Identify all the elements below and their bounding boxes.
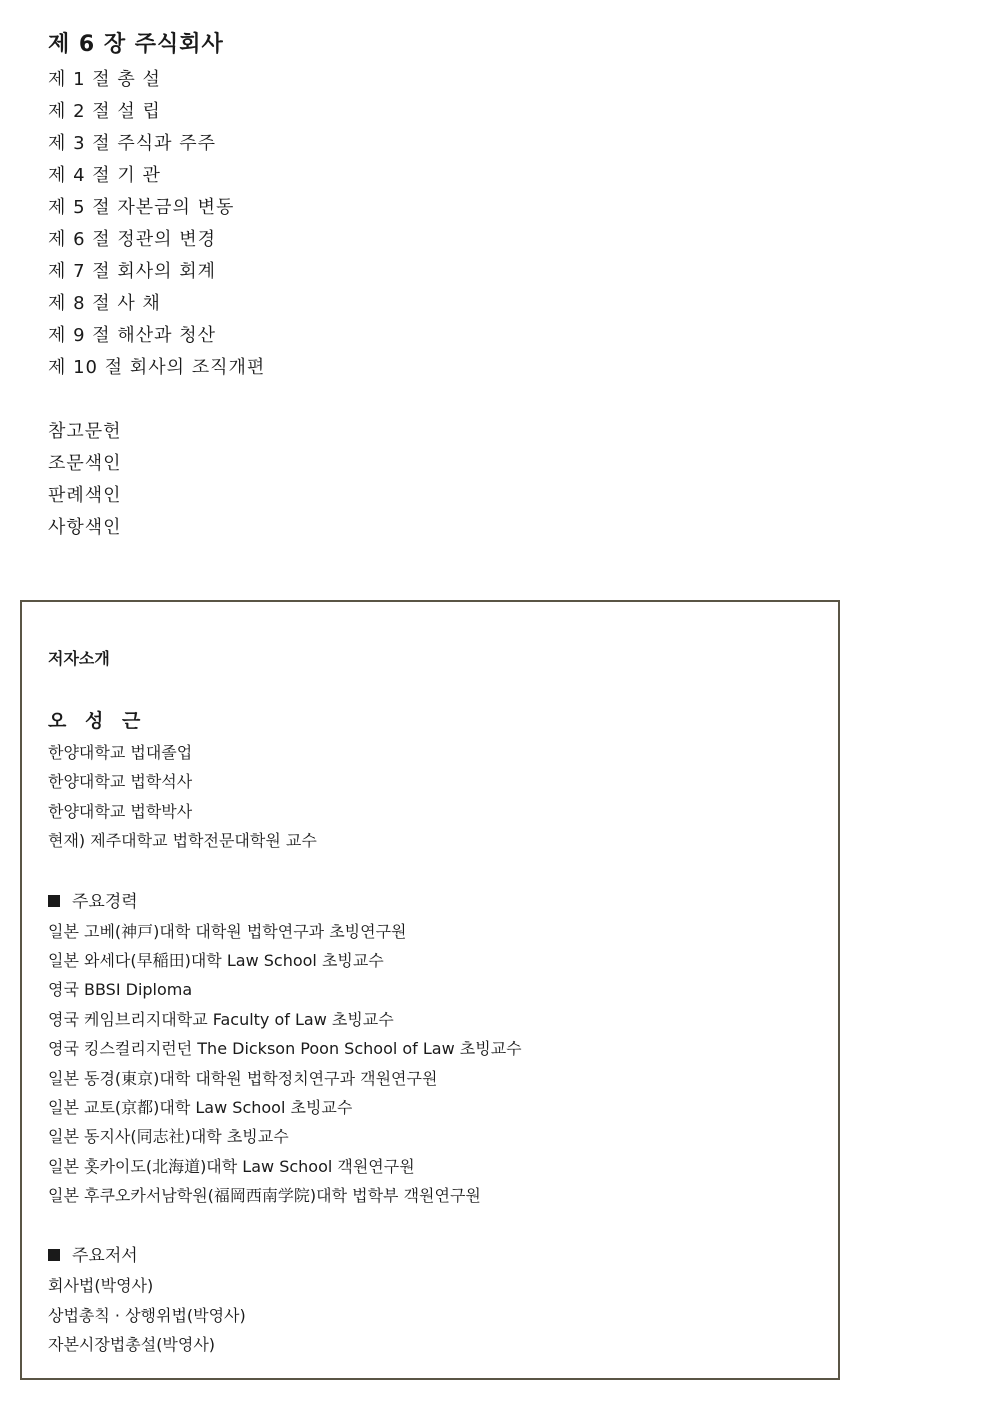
- section-item-10: 제 10 절 회사의 조직개편: [48, 357, 266, 378]
- works-heading: [48, 1241, 808, 1271]
- section-item-2: 제 2 절 설 립: [48, 101, 161, 122]
- career-item: 일본 동경(東京)대학 대학원 법학정치연구과 객원연구원: [48, 1068, 438, 1088]
- career-item: 일본 동지사(同志社)대학 초빙교수: [48, 1127, 289, 1147]
- author-bio-content: [48, 646, 808, 1360]
- career-item: 일본 교토(京都)대학 Law School 초빙교수: [48, 1097, 353, 1117]
- chapter-contents: [48, 30, 748, 544]
- current-position: 현재) 제주대학교 법학전문대학원 교수: [48, 831, 317, 851]
- education-item: 한양대학교 법대졸업: [48, 743, 193, 762]
- career-list: [48, 917, 808, 1211]
- education-list: [48, 738, 808, 856]
- works-item: 회사법(박영사): [48, 1276, 154, 1296]
- author-name: 오 성 근: [48, 710, 147, 732]
- section-item-5: 제 5 절 자본금의 변동: [48, 197, 235, 218]
- appendix-item-references: 참고문헌: [48, 421, 122, 442]
- section-item-8: 제 8 절 사 채: [48, 293, 161, 314]
- education-item: 한양대학교 법학박사: [48, 801, 193, 821]
- section-item-9: 제 9 절 해산과 청산: [48, 325, 217, 346]
- square-bullet-icon: [48, 895, 60, 907]
- works-heading-label: 주요저서: [72, 1246, 138, 1267]
- works-item: 상법총칙 · 상행위법(박영사): [48, 1305, 246, 1325]
- appendix-item-article-index: 조문색인: [48, 453, 122, 474]
- career-item: 일본 홋카이도(北海道)대학 Law School 객원연구원: [48, 1156, 415, 1176]
- author-bio-heading: 저자소개: [48, 649, 110, 668]
- spacer: [48, 384, 748, 416]
- appendix-item-subject-index: 사항색인: [48, 517, 122, 538]
- section-item-1: 제 1 절 총 설: [48, 69, 161, 90]
- section-list: [48, 64, 748, 384]
- works-list: [48, 1271, 808, 1359]
- section-item-7: 제 7 절 회사의 회계: [48, 261, 217, 282]
- career-item: 일본 고베(神戸)대학 대학원 법학연구과 초빙연구원: [48, 921, 407, 941]
- appendix-list: [48, 416, 748, 544]
- education-item: 한양대학교 법학석사: [48, 772, 193, 792]
- career-item: 영국 BBSI Diploma: [48, 980, 193, 1000]
- section-item-3: 제 3 절 주식과 주주: [48, 133, 217, 154]
- career-item: 영국 케임브리지대학교 Faculty of Law 초빙교수: [48, 1009, 394, 1029]
- career-heading-label: 주요경력: [72, 891, 138, 912]
- works-item: 자본시장법총설(박영사): [48, 1335, 216, 1355]
- author-bio-box: [20, 600, 840, 1380]
- section-item-4: 제 4 절 기 관: [48, 165, 161, 186]
- career-item: 일본 후쿠오카서남학원(福岡西南学院)대학 법학부 객원연구원: [48, 1186, 481, 1206]
- section-item-6: 제 6 절 정관의 변경: [48, 229, 217, 250]
- career-item: 영국 킹스컬리지런던 The Dickson Poon School of Law 초빙교수: [48, 1039, 522, 1059]
- career-item: 일본 와세다(早稲田)대학 Law School 초빙교수: [48, 950, 384, 970]
- appendix-item-case-index: 판례색인: [48, 485, 122, 506]
- chapter-title: 제 6 장 주식회사: [48, 32, 224, 57]
- square-bullet-icon: [48, 1249, 60, 1261]
- career-heading: [48, 887, 808, 917]
